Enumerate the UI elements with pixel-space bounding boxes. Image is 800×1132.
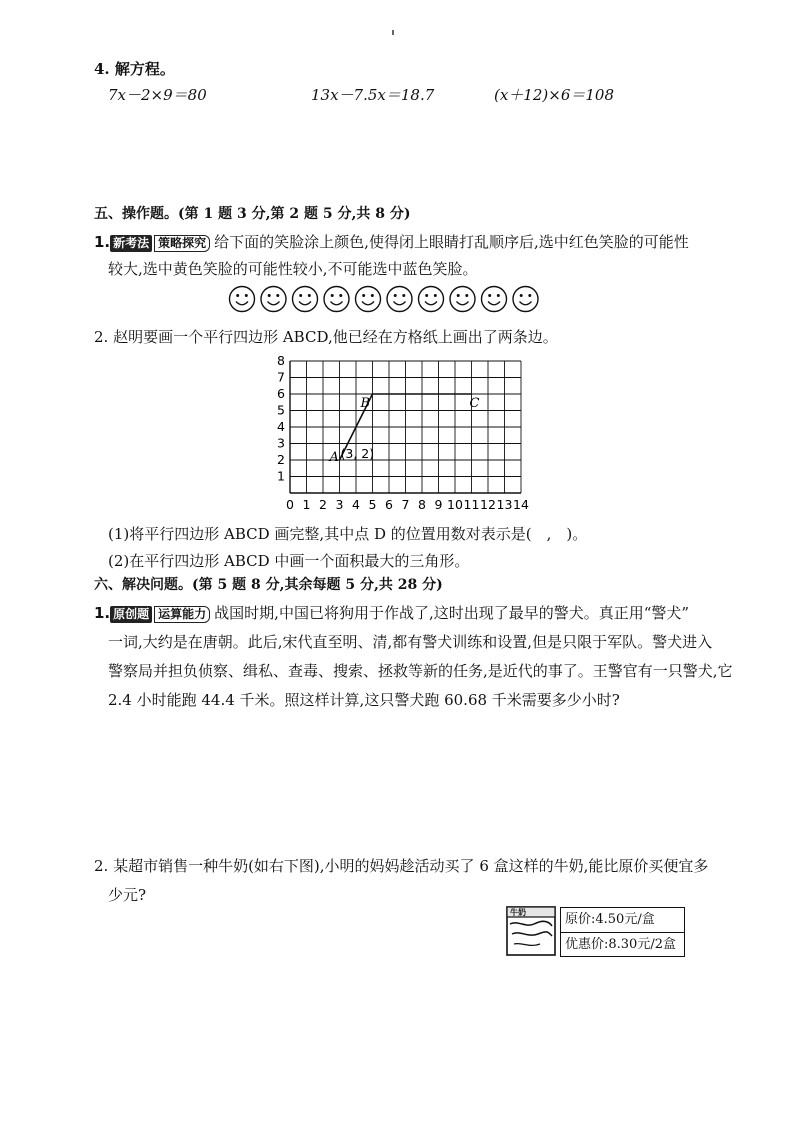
s5-q1-line1 [94,229,689,255]
s6-q1-number: 1. [94,604,111,622]
section6-heading: 六、解决问题。(第 5 题 8 分,其余每题 5 分,共 28 分) [94,577,443,593]
top-mark [392,30,394,35]
s6-q1-line4: 2.4 小时能跑 44.4 千米。照这样计算,这只警犬跑 60.68 千米需要多少小时? [108,691,620,709]
y-tick-label: 5 [277,402,285,418]
point-A-label: A [329,450,339,465]
x-tick-label: 1 [302,497,311,512]
s6-q1-text1: 战国时期,中国已将狗用于作战了,这时出现了最早的警犬。真正用“警犬” [214,604,690,622]
point-C-label: C [469,396,480,411]
s5-q2-sub2: (2)在平行四边形 ABCD 中画一个面积最大的三角形。 [108,552,470,570]
s6-q2-line1: 2. 某超市销售一种牛奶(如右下图),小明的妈妈趁活动买了 6 盒这样的牛奶,能比原价买便宜多 [94,857,709,875]
smiley-icon[interactable] [419,287,444,312]
smiley-icon[interactable] [230,287,255,312]
smiley-icon[interactable] [293,287,318,312]
point-A-coord: (3, 2) [340,446,375,461]
s5-q1-line2: 较大,选中黄色笑脸的可能性较小,不可能选中蓝色笑脸。 [108,260,478,278]
x-tick-label: 6 [385,497,393,512]
y-tick-label: 3 [277,435,285,451]
x-tick-label: 7 [401,497,410,512]
smiley-icon[interactable] [261,287,286,312]
x-tick-label: 3 [335,497,344,512]
s6-q2-line2: 少元? [108,886,147,904]
x-tick-label: 10 [447,497,463,512]
y-tick-label: 4 [277,419,285,434]
smiley-icon[interactable] [387,287,412,312]
s6-q1-line1 [94,600,689,626]
s5-q1-number: 1. [94,233,111,251]
s6-q1-line2: 一词,大约是在唐朝。此后,宋代直至明、清,都有警犬训练和设置,但是只限于军队。警犬进入 [108,633,713,651]
x-tick-label: 8 [418,497,426,512]
s5-q2-text: 2. 赵明要画一个平行四边形 ABCD,他已经在方格纸上画出了两条边。 [94,328,558,346]
badge-ability: 运算能力 [154,606,210,623]
q4-equation-1: 7x－2×9＝80 [108,86,207,104]
q4-title: 4. 解方程。 [94,60,175,78]
x-tick-label: 13 [496,497,513,512]
x-tick-label: 14 [513,497,529,512]
price-box [560,907,685,957]
y-tick-label: 7 [277,369,285,385]
milk-label: 牛奶 [510,908,526,917]
s6-q1-line3: 警察局并担负侦察、缉私、查毒、搜索、拯救等新的任务,是近代的事了。王警官有一只警犬,它 [108,662,733,680]
price-discount: 优惠价:8.30元/2盒 [565,937,676,952]
smiley-row [226,281,566,317]
y-tick-label: 1 [277,468,285,484]
s5-q1-text1: 给下面的笑脸涂上颜色,使得闭上眼睛打乱顺序后,选中红色笑脸的可能性 [214,233,689,251]
x-tick-label: 11 [463,497,480,512]
section5-heading: 五、操作题。(第 1 题 3 分,第 2 题 5 分,共 8 分) [94,206,411,222]
y-tick-label: 6 [277,386,285,401]
smiley-icon[interactable] [450,287,475,312]
x-tick-label: 5 [368,497,377,512]
q4-equation-3: (x＋12)×6＝108 [494,86,614,104]
x-tick-label: 2 [319,497,327,512]
smiley-icon[interactable] [356,287,381,312]
coordinate-grid [272,348,532,518]
x-tick-label: 0 [286,497,294,512]
y-tick-label: 8 [277,353,285,368]
badge-original: 原创题 [110,606,152,623]
point-B-label: B [360,396,371,411]
smiley-icon[interactable] [324,287,349,312]
price-original: 原价:4.50元/盒 [561,908,684,933]
x-tick-label: 12 [480,497,496,512]
x-tick-label: 9 [434,497,443,512]
y-tick-label: 2 [277,452,285,467]
smiley-icon[interactable] [513,287,538,312]
q4-equation-2: 13x－7.5x＝18.7 [311,86,435,104]
smiley-icon[interactable] [482,287,507,312]
badge-strategy: 策略探究 [154,235,210,252]
badge-new-method: 新考法 [110,235,152,252]
s5-q2-sub1: (1)将平行四边形 ABCD 画完整,其中点 D 的位置用数对表示是( , )。 [108,525,588,543]
x-tick-label: 4 [352,497,360,512]
